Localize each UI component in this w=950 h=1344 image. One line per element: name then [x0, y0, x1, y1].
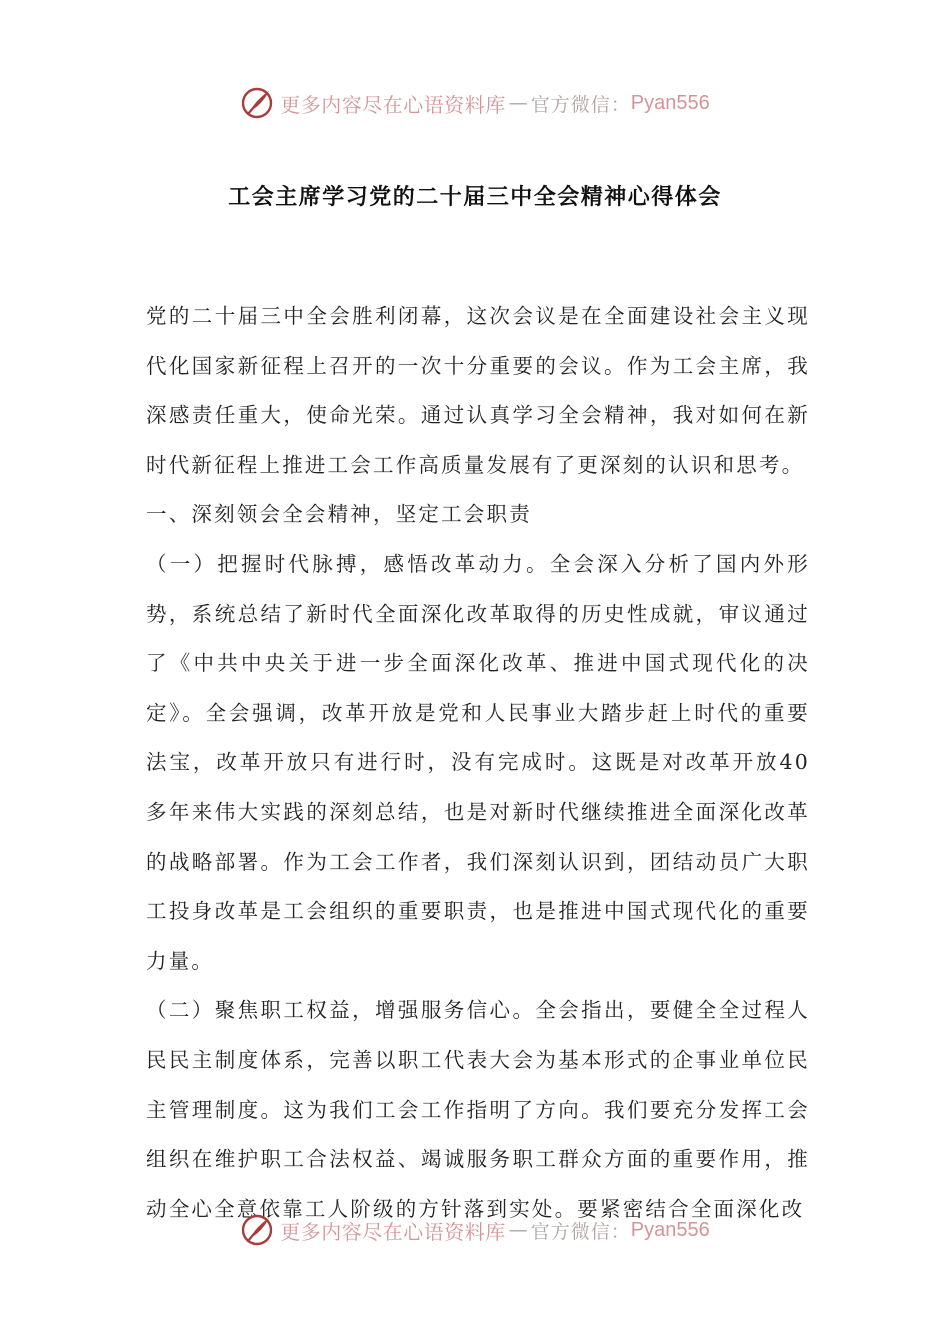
- section-heading-1: 一、深刻领会全会精神，坚定工会职责: [146, 502, 532, 527]
- watermark-wechat-label: 官方微信：: [530, 1220, 631, 1243]
- quill-pen-logo-icon: [240, 1213, 274, 1247]
- quill-pen-logo-icon: [240, 86, 274, 120]
- paragraph-1: （一）把握时代脉搏，感悟改革动力。全会深入分析了国内外形势，系统总结了新时代全面深化改革取得的历史性成就，审议通过了《中共中央关于进一步全面深化改革、推进中国式现代化的决定》。全会强调，改革开放是党和人民事业大踏步赶上时代的重要法宝，改革开放只有进行时，没有完成时。这既是对改革开放40多年来伟大实践的深刻总结，也是对新时代继续推进全面深化改革的战略部署。作为工会工作者，我们深刻认识到，团结动员广大职工投身改革是工会组织的重要职责，也是推进中国式现代化的重要力量。: [146, 551, 810, 973]
- watermark-wechat-id: Pyan556: [630, 91, 710, 114]
- watermark-text: 更多内容尽在心语资料库: [280, 1219, 506, 1244]
- document-body: [146, 292, 810, 1234]
- watermark-wechat-label: 官方微信：: [530, 93, 631, 116]
- watermark-separator: —: [508, 92, 528, 114]
- paragraph-2: （二）聚焦职工权益，增强服务信心。全会指出，要健全全过程人民民主制度体系，完善以职工代表大会为基本形式的企事业单位民主管理制度。这为我们工会工作指明了方向。我们要充分发挥工会组织在维护职工合法权益、竭诚服务职工群众方面的重要作用，推动全心全意依靠工人阶级的方针落到实处。要紧密结合全面深化改: [146, 998, 810, 1221]
- watermark-text: 更多内容尽在心语资料库: [280, 92, 506, 117]
- watermark-wechat-id: Pyan556: [630, 1218, 710, 1241]
- watermark-banner-top: [0, 83, 950, 123]
- watermark-banner-bottom: [0, 1210, 950, 1250]
- watermark-separator: —: [508, 1219, 528, 1241]
- paragraph-intro: 党的二十届三中全会胜利闭幕，这次会议是在全面建设社会主义现代化国家新征程上召开的一次十分重要的会议。作为工会主席，我深感责任重大，使命光荣。通过认真学习全会精神，我对如何在新时代新征程上推进工会工作高质量发展有了更深刻的认识和思考。: [146, 304, 810, 477]
- document-title: 工会主席学习党的二十届三中全会精神心得体会: [228, 185, 722, 210]
